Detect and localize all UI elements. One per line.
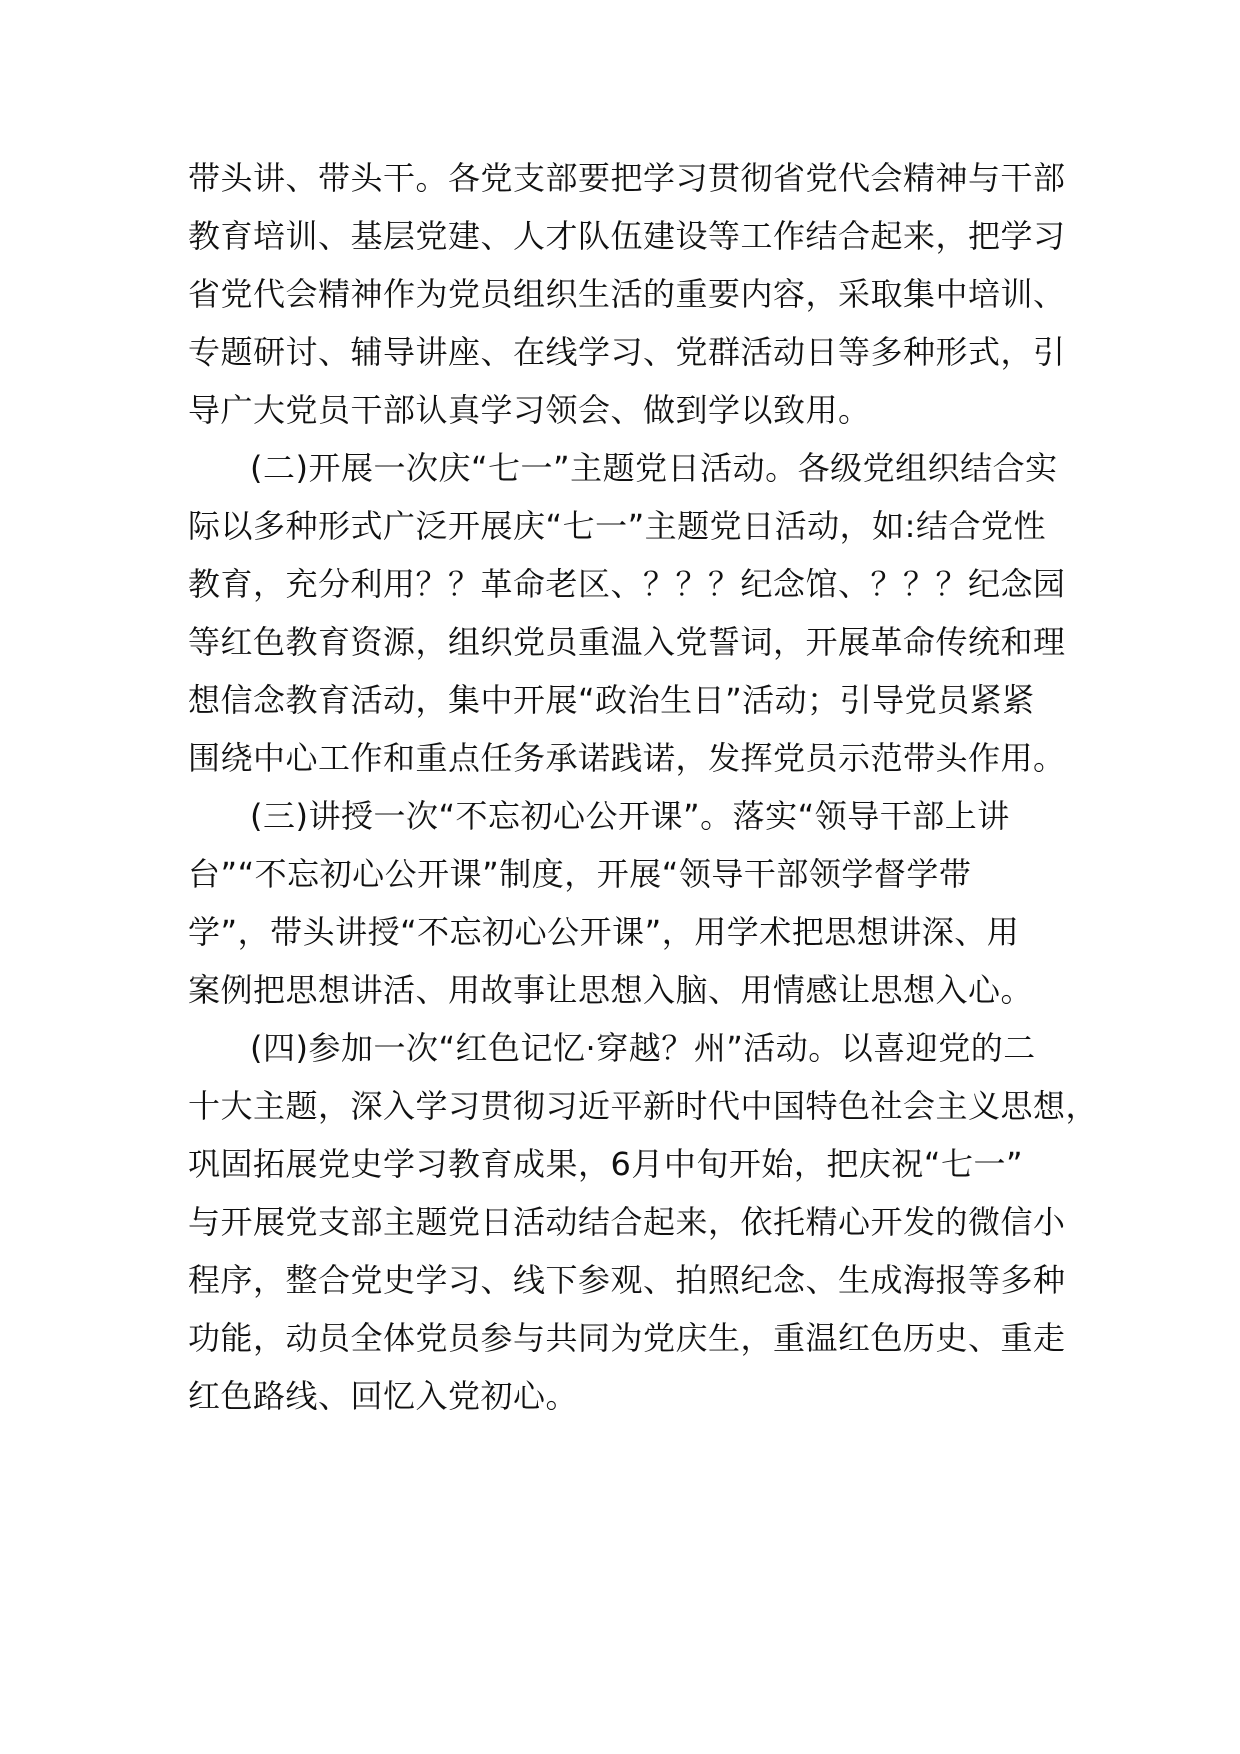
text-line: 教育，充分利用？？革命老区、？？？纪念馆、？？？纪念园 xyxy=(188,565,1066,603)
text-line: 十大主题，深入学习贯彻习近平新时代中国特色社会主义思想， xyxy=(188,1087,1099,1125)
text-line: 导广大党员干部认真学习领会、做到学以致用。 xyxy=(188,391,871,429)
text-line: 等红色教育资源，组织党员重温入党誓词，开展革命传统和理 xyxy=(188,623,1066,661)
text-line: 际以多种形式广泛开展庆“七一”主题党日活动，如:结合党性 xyxy=(188,507,1046,545)
text-line: 教育培训、基层党建、人才队伍建设等工作结合起来，把学习 xyxy=(188,217,1066,255)
section-heading-line: (三)讲授一次“不忘初心公开课”。落实“领导干部上讲 xyxy=(250,797,1010,835)
text-line: 围绕中心工作和重点任务承诺践诺，发挥党员示范带头作用。 xyxy=(188,739,1066,777)
text-line: 红色路线、回忆入党初心。 xyxy=(188,1377,579,1415)
text-line: 巩固拓展党史学习教育成果，6月中旬开始，把庆祝“七一” xyxy=(188,1145,1024,1183)
text-line: 案例把思想讲活、用故事让思想入脑、用情感让思想入心。 xyxy=(188,971,1034,1009)
section-heading-line: (二)开展一次庆“七一”主题党日活动。各级党组织结合实 xyxy=(250,449,1058,487)
text-line: 省党代会精神作为党员组织生活的重要内容，采取集中培训、 xyxy=(188,275,1066,313)
text-line: 带头讲、带头干。各党支部要把学习贯彻省党代会精神与干部 xyxy=(188,159,1066,197)
section-heading-line: (四)参加一次“红色记忆·穿越？州”活动。以喜迎党的二 xyxy=(250,1029,1036,1067)
text-line: 学”，带头讲授“不忘初心公开课”，用学术把思想讲深、用 xyxy=(188,913,1020,951)
text-line: 想信念教育活动，集中开展“政治生日”活动；引导党员紧紧 xyxy=(188,681,1035,719)
text-line: 功能，动员全体党员参与共同为党庆生，重温红色历史、重走 xyxy=(188,1319,1066,1357)
text-line: 与开展党支部主题党日活动结合起来，依托精心开发的微信小 xyxy=(188,1203,1066,1241)
text-line: 台”“不忘初心公开课”制度，开展“领导干部领学督学带 xyxy=(188,855,972,893)
text-line: 程序，整合党史学习、线下参观、拍照纪念、生成海报等多种 xyxy=(188,1261,1066,1299)
text-line: 专题研讨、辅导讲座、在线学习、党群活动日等多种形式，引 xyxy=(188,333,1066,371)
